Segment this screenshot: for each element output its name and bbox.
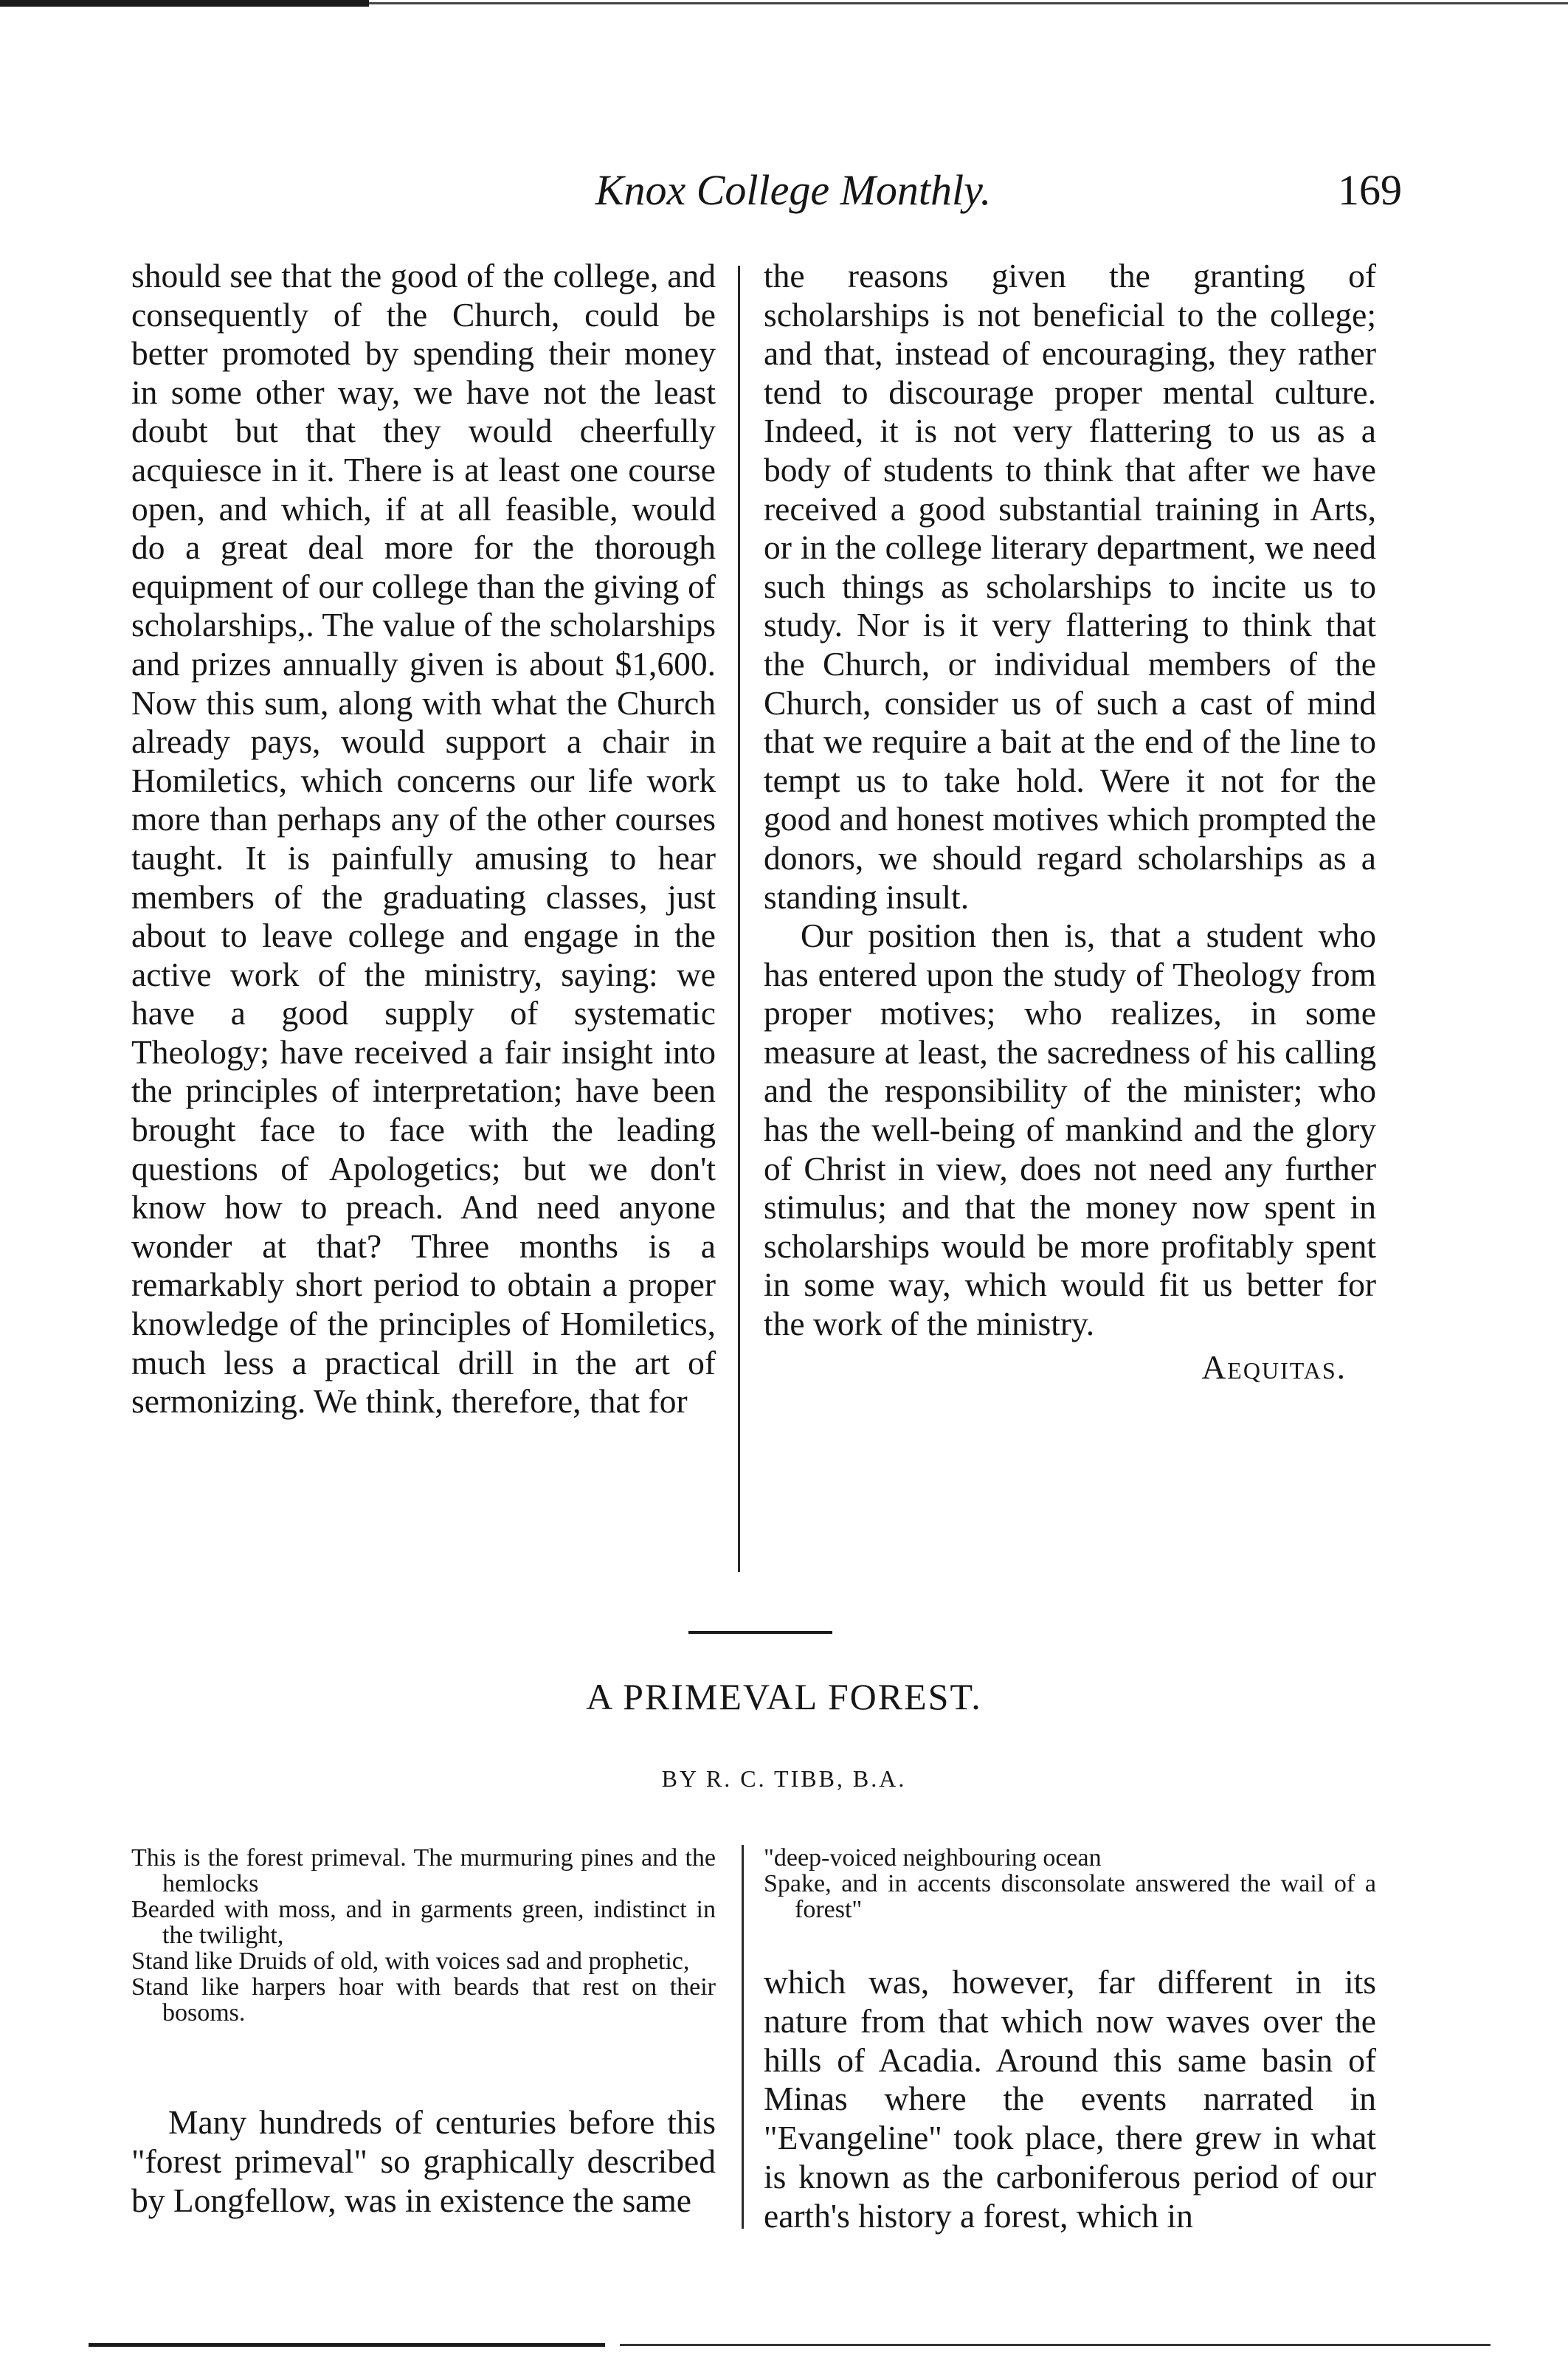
- article-body-left: [131, 2103, 716, 2220]
- column-divider: [742, 1845, 744, 2229]
- scan-mark: [0, 0, 369, 7]
- signature: Aequitas.: [1201, 1348, 1347, 1386]
- column-divider: [738, 266, 740, 1572]
- scan-edge-bottom: [89, 2343, 1491, 2348]
- scan-edge-top: [0, 0, 1568, 10]
- poem-quote-left: [131, 1845, 716, 2026]
- right-column-top: [764, 257, 1376, 1387]
- paragraph: the reasons given the granting of scholarships is not beneficial to the college; and that, instead of encouraging, they rather tend to discourage proper mental culture. Indeed, it is not very flattering to us as a body of students to think that after we have received a good substantial training in Arts, or in the college literary department, we need such things as scholarships to incite us to study. Nor is it very flattering to think that the Church, or individual members of the Church, consider us of such a cast of mind that we require a bait at the end of the line to tempt us to take hold. Were it not for the good and honest motives which prompted the donors, we should regard scholarships as a standing insult.: [764, 257, 1376, 916]
- article-title: A PRIMEVAL FOREST.: [586, 1676, 982, 1717]
- poem-line: Stand like Druids of old, with voices sad and prophetic,: [131, 1948, 690, 1975]
- paragraph: Many hundreds of centuries before this "forest primeval" so graphically described by Longfellow, was in existence the same: [131, 2103, 716, 2219]
- left-column-top: [131, 257, 716, 1421]
- poem-line: Spake, and in accents disconsolate answered the wail of a forest": [764, 1870, 1376, 1923]
- article-byline: BY R. C. TIBB, B.A.: [661, 1765, 907, 1792]
- scan-mark: [369, 2, 1568, 4]
- scan-mark: [620, 2344, 1491, 2346]
- paragraph: which was, however, far different in its nature from that which now waves over the hills of Acadia. Around this same basin of Minas where the events narrated in "Evangeline" took place, there grew in what is known as the carboniferous period of our earth's history a forest, which in: [764, 1963, 1376, 2235]
- page-header: [0, 165, 1568, 224]
- poem-line: Bearded with moss, and in garments green, indistinct in the twilight,: [131, 1896, 716, 1949]
- paragraph: Our position then is, that a student who has entered upon the study of Theology from proper motives; who realizes, in some measure at least, the sacredness of his calling and the responsibility of the minister; who has the well-being of mankind and the glory of Christ in view, does not need any further stimulus; and that the money now spent in scholarships would be more profitably spent in some way, which would fit us better for the work of the ministry.: [764, 917, 1376, 1343]
- poem-line: "deep-voiced neighbouring ocean: [764, 1844, 1102, 1872]
- poem-quote-right: [764, 1845, 1376, 1922]
- section-divider: [688, 1631, 832, 1634]
- poem-line: This is the forest primeval. The murmuring pines and the hemlocks: [131, 1844, 716, 1897]
- running-title: Knox College Monthly.: [595, 166, 992, 214]
- page-number: 169: [1338, 166, 1402, 214]
- poem-line: Stand like harpers hoar with beards that rest on their bosoms.: [131, 1973, 716, 2027]
- scan-mark: [89, 2343, 605, 2347]
- article-body-right: [764, 1963, 1376, 2236]
- paragraph: should see that the good of the college, and consequently of the Church, could be better promoted by spending their money in some other way, we have not the least doubt but that they would cheerfully acquiesce in it. There is at least one course open, and which, if at all feasible, would do a great deal more for the thorough equipment of our college than the giving of scholarships,. The value of the scholarships and prizes annually given is about $1,600. Now this sum, along with what the Church already pays, would support a chair in Homiletics, which concerns our life work more than perhaps any of the other courses taught. It is painfully amusing to hear members of the graduating classes, just about to leave college and engage in the active work of the ministry, saying: we have a good supply of systematic Theology; have received a fair insight into the principles of interpretation; have been brought face to face with the leading questions of Apologetics; but we don't know how to preach. And need anyone wonder at that? Three months is a remarkably short period to obtain a proper knowledge of the principles of Homiletics, much less a practical drill in the art of sermonizing. We think, therefore, that for: [131, 257, 716, 1421]
